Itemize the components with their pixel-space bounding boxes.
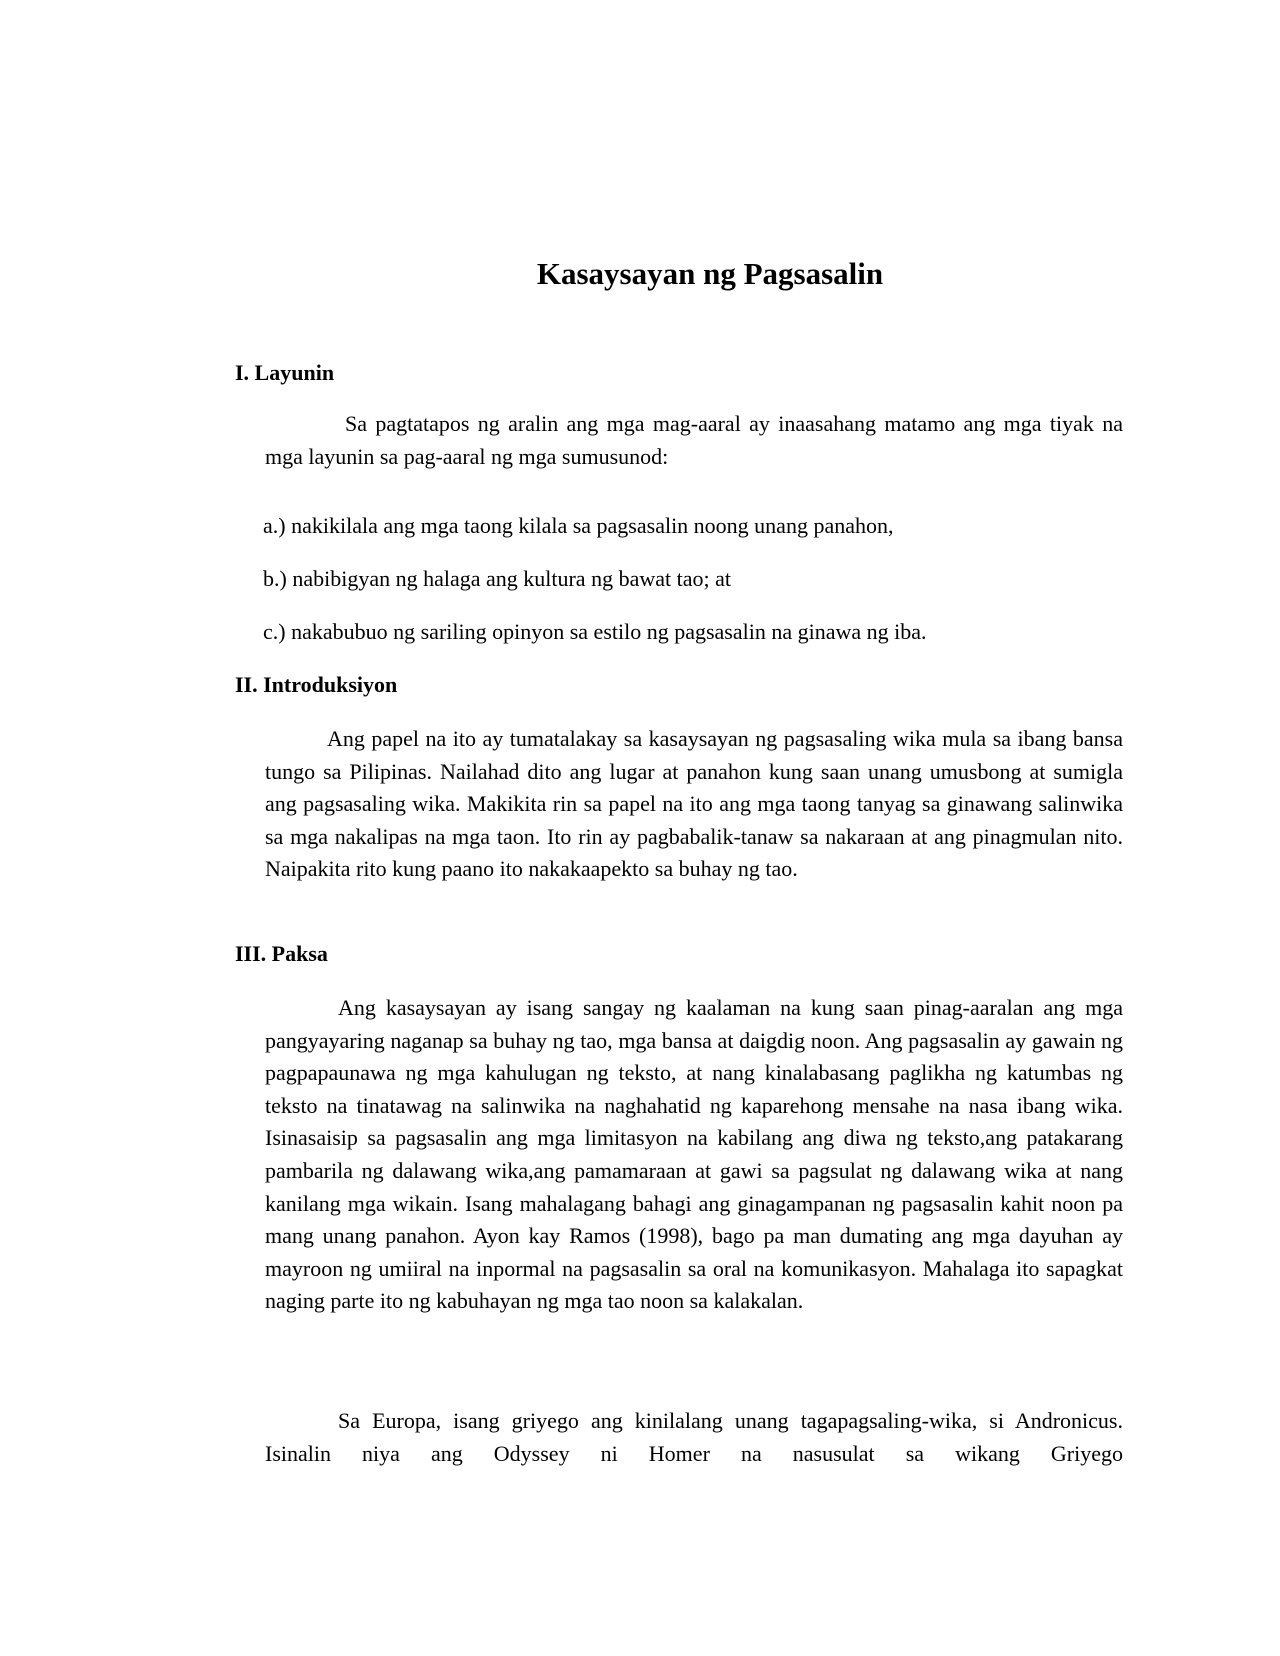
layunin-item-c: c.) nakabubuo ng sariling opinyon sa estilo ng pagsasalin na ginawa ng iba. [263,619,927,644]
section-heading-introduksiyon: II. Introduksiyon [235,672,398,697]
section-heading-layunin: I. Layunin [235,360,335,385]
layunin-intro-paragraph: Sa pagtatapos ng aralin ang mga mag-aaral ay inaasahang matamo ang mga tiyak na mga layunin sa pag-aaral ng mga sumusunod: [265,411,1123,469]
section-heading-paksa: III. Paksa [235,941,328,966]
layunin-item-a: a.) nakikilala ang mga taong kilala sa pagsasalin noong unang panahon, [263,513,894,538]
paksa-paragraph-2: Sa Europa, isang griyego ang kinilalang unang tagapagsaling-wika, si Andronicus. Isinalin niya ang Odyssey ni Homer na nasusulat sa wikang Griyego [265,1408,1123,1466]
paksa-paragraph-1: Ang kasaysayan ay isang sangay ng kaalaman na kung saan pinag-aaralan ang mga pangyayaring naganap sa buhay ng tao, mga bansa at daigdig noon. Ang pagsasalin ay gawain ng pagpapaunawa ng mga kahulugan ng teksto, at nang kinalabasang paglikha ng katumbas ng teksto na tinatawag na salinwika na naghahatid ng kaparehong mensahe na nasa ibang wika. Isinasaisip sa pagsasalin ang mga limitasyon na kabilang ang diwa ng teksto,ang patakarang pambarila ng dalawang wika,ang pamamaraan at gawi sa pagsulat ng dalawang wika at nang kanilang mga wikain. Isang mahalagang bahagi ang ginagampanan ng pagsasalin kahit noon pa mang unang panahon. Ayon kay Ramos (1998), bago pa man dumating ang mga dayuhan ay mayroon ng umiiral na inpormal na pagsasalin sa oral na komunikasyon. Mahalaga ito sapagkat naging parte ito ng kabuhayan ng mga tao noon sa kalakalan. [265,995,1123,1314]
layunin-item-b: b.) nabibigyan ng halaga ang kultura ng bawat tao; at [263,566,731,591]
document-title: Kasaysayan ng Pagsasalin [536,256,884,291]
introduksiyon-paragraph: Ang papel na ito ay tumatalakay sa kasaysayan ng pagsasaling wika mula sa ibang bansa tungo sa Pilipinas. Nailahad dito ang lugar at panahon kung saan unang umusbong at sumigla ang pagsasaling wika. Makikita rin sa papel na ito ang mga taong tanyag sa ginawang salinwika sa mga nakalipas na mga taon. Ito rin ay pagbabalik-tanaw sa nakaraan at ang pinagmulan nito. Naipakita rito kung paano ito nakakaapekto sa buhay ng tao. [265,726,1123,882]
